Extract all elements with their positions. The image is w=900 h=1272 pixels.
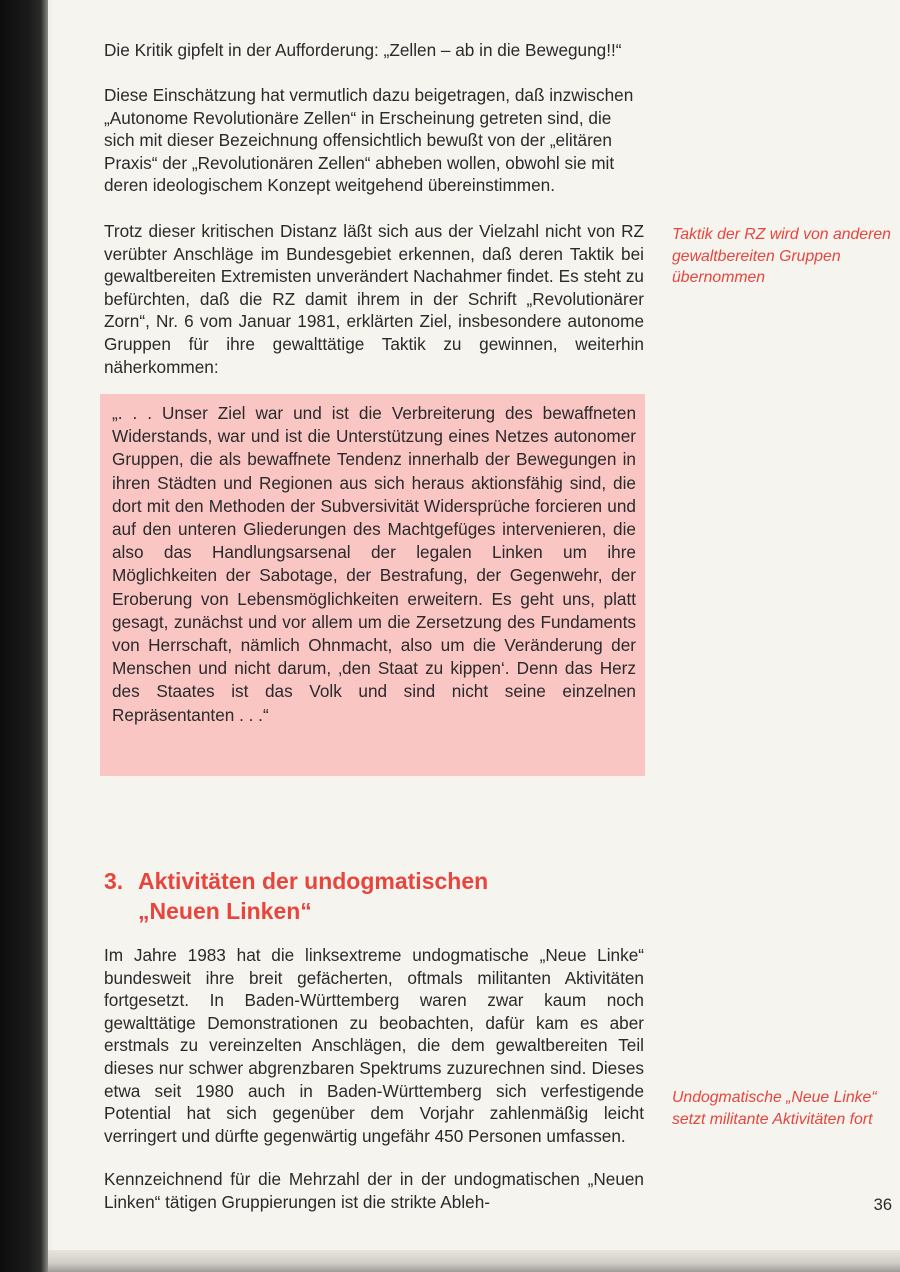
quote-box [100,394,645,776]
page-number: 36 [873,1196,892,1214]
section-title-line2: „Neuen Linken“ [138,898,312,924]
paragraph-neue-linke-characteristic: Kennzeichnend für die Mehrzahl der in der undogmatischen „Neuen Linken“ tätigen Gruppierungen ist die strikte Ableh- [104,1169,644,1212]
paragraph-neue-linke-1983: Im Jahre 1983 hat die linksextreme undogmatische „Neue Linke“ bundesweit ihre breit gefächerten, oftmals militanten Aktivitäten fortgesetzt. In Baden-Württemberg waren zwar kaum noch gewalttätige Demonstrationen zu beobachten, dafür kam es aber erstmals zu vereinzelten Anschlägen, die dem gewaltbereiten Teil dieses nur schwer abgrenzbaren Spektrums zuzurechnen sind. Dieses etwa seit 1980 auch in Baden-Württemberg sich verfestigende Potential hat sich gegenüber dem Vorjahr zahlenmäßig leicht verringert und dürfte gegenwärtig ungefähr 450 Personen umfassen. [104,945,644,1146]
section-number: 3. [104,868,124,894]
paragraph-autonomous-cells: Diese Einschätzung hat vermutlich dazu beigetragen, daß inzwischen „Autonome Revolutionäre Zellen“ in Erscheinung getreten sind, die sich mit dieser Bezeichnung offensichtlich bewußt von der „elitären Praxis“ der „Revolutionären Zellen“ abheben wollen, obwohl sie mit deren ideologischem Konzept weitgehend übereinstimmen. [104,85,634,196]
quote-text: „. . . Unser Ziel war und ist die Verbreiterung des bewaffneten Widerstands, war und ist die Unterstützung eines Netzes autonomer Gruppen, die als bewaffnete Tendenz innerhalb der Bewegungen in ihren Städten und Regionen aus sich heraus aktionsfähig sind, die dort mit den Methoden der Subversivität Widersprüche forcieren und auf den unteren Gliederungen des Machtgefüges intervenieren, die also das Handlungsarsenal der legalen Linken um ihre Möglichkeiten der Sabotage, der Bestrafung, der Gegenwehr, der Eroberung von Lebensmöglichkeiten erweitern. Es geht uns, platt gesagt, zunächst und vor allem um die Zersetzung des Fundaments von Herrschaft, nämlich Ohnmacht, also um die Veränderung der Menschen und nicht darum, ‚den Staat zu kippen‘. Denn das Herz des Staates ist das Volk und sind nicht seine einzelnen Repräsentanten . . .“ [112,403,636,725]
margin-note-neue-linke: Undogmatische „Neue Linke“ setzt militante Aktivitäten fort [672,1089,877,1128]
page-bottom-edge [48,1250,900,1272]
section-title-line1: Aktivitäten der undogmatischen [138,868,489,894]
section-heading [104,866,664,926]
paragraph-rz-tactics: Trotz dieser kritischen Distanz läßt sich aus der Vielzahl nicht von RZ verübter Anschläge im Bundesgebiet erkennen, daß deren Taktik bei gewaltbereiten Extremisten unverändert Nachahmer findet. Es steht zu befürchten, daß die RZ damit ihrem in der Schrift „Revolutionärer Zorn“, Nr. 6 vom Januar 1981, erklärten Ziel, insbesondere autonome Gruppen für ihre gewalttätige Taktik zu gewinnen, weiterhin näherkommen: [104,221,644,377]
paragraph-critique: Die Kritik gipfelt in der Aufforderung: „Zellen – ab in die Bewegung!!“ [104,40,622,60]
margin-note-rz-tactics: Taktik der RZ wird von anderen gewaltbereiten Gruppen übernommen [672,226,891,286]
book-spine-shadow [0,0,48,1272]
